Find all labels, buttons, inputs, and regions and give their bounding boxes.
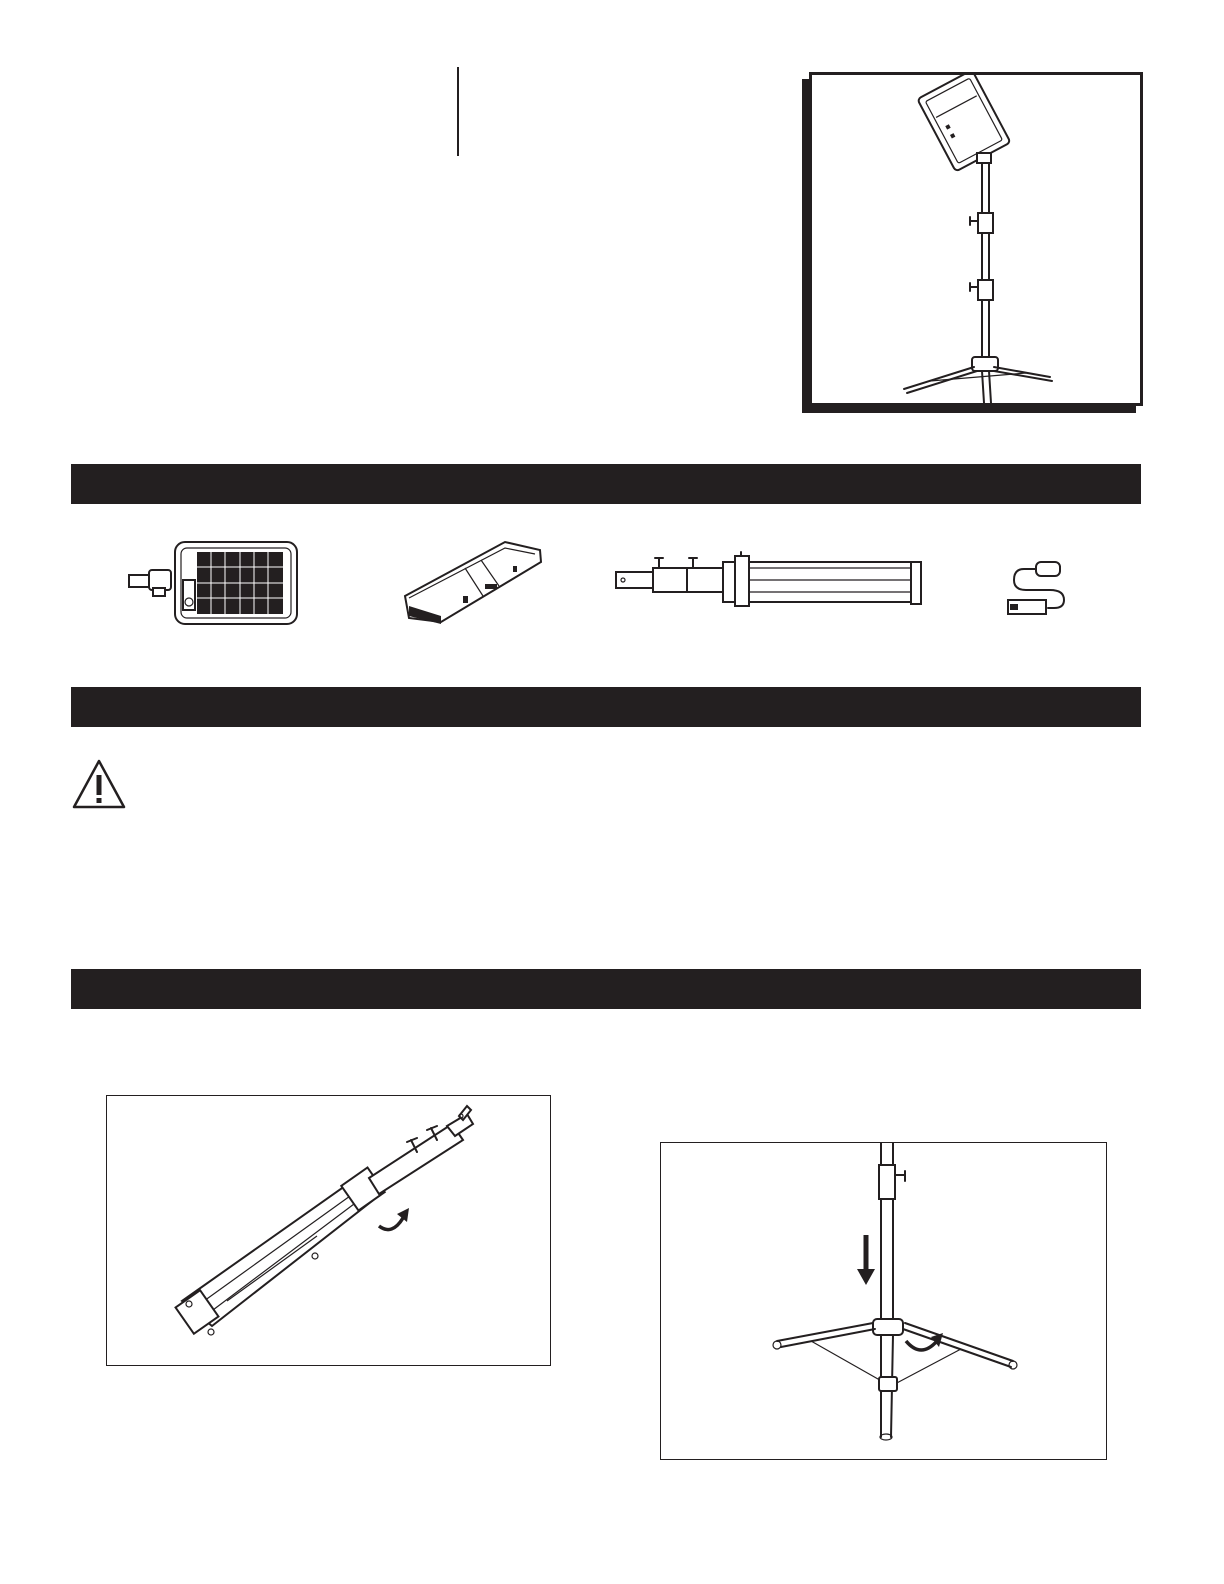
- section-bar-parts: [71, 464, 1141, 504]
- hero-illustration-frame: [809, 72, 1143, 406]
- title-divider: [457, 67, 459, 156]
- part-usb-cable: [1000, 558, 1070, 620]
- part-tripod-pole: [615, 550, 925, 612]
- part-solar-panel: [125, 540, 300, 626]
- step-1-illustration: [106, 1095, 551, 1366]
- section-bar-assembly: [71, 969, 1141, 1009]
- solar-light-stand-illustration: [812, 75, 1140, 403]
- step-2-illustration: [660, 1142, 1107, 1460]
- part-light-head: [395, 536, 545, 632]
- warning-triangle-icon: [71, 758, 127, 815]
- section-bar-safety: [71, 687, 1141, 727]
